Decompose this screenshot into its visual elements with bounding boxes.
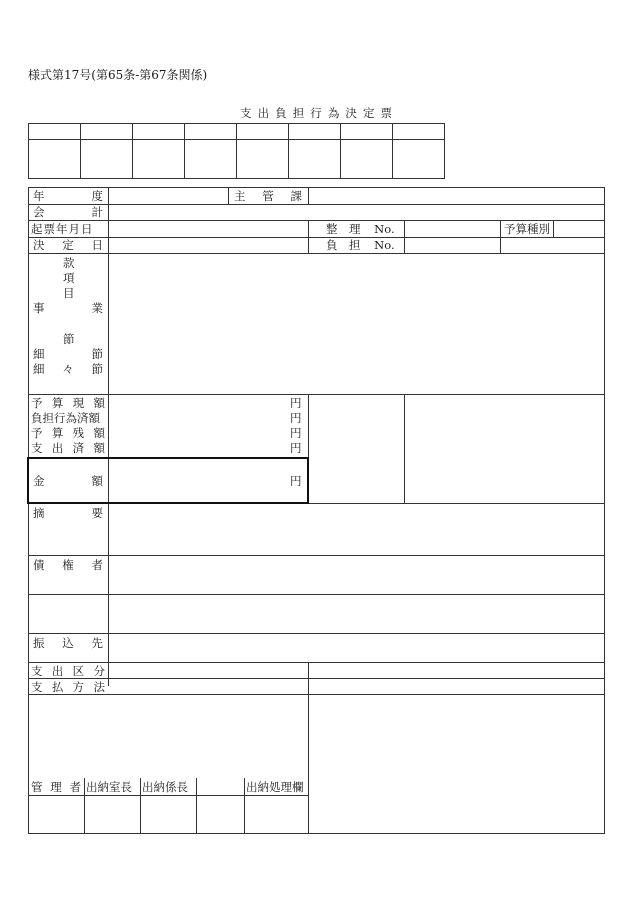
col-line: [140, 778, 141, 834]
paid-done-label: 支 出 済 額: [31, 441, 105, 455]
title-char: 定: [362, 106, 375, 120]
main-form: [28, 187, 605, 834]
yen-unit: 円: [290, 411, 302, 425]
row-line: [28, 633, 605, 634]
saisetsu-label: 細 節: [33, 347, 103, 361]
title-char: 担: [292, 106, 305, 120]
stamp-grid-col: [392, 123, 393, 179]
col-line: [84, 778, 85, 834]
moku-label: 目: [63, 286, 75, 300]
creditor-label: 債 権 者: [33, 558, 103, 572]
title-char: 負: [275, 106, 287, 120]
row-line: [28, 204, 605, 205]
col-line: [553, 220, 554, 237]
manager-label: 管 理 者: [31, 780, 81, 794]
col-line: [228, 187, 229, 204]
col-line: [308, 220, 309, 253]
row-line: [28, 253, 605, 254]
row-line: [28, 694, 605, 695]
row-line: [28, 220, 605, 221]
stamp-grid-col: [184, 123, 185, 179]
kan-label: 款: [63, 256, 75, 270]
stamp-grid-col: [80, 123, 81, 179]
title-char: 為: [327, 106, 340, 120]
row-line: [28, 678, 605, 679]
kou-label: 項: [63, 271, 75, 285]
decision-date-label: 決 定 日: [33, 238, 103, 252]
col-line: [308, 662, 309, 834]
row-line: [28, 795, 308, 796]
col-line: [404, 220, 405, 253]
col-line: [404, 394, 405, 503]
title-char: 支: [240, 106, 252, 120]
yen-unit: 円: [290, 396, 302, 410]
setsu-label: 節: [63, 332, 75, 346]
row-line: [28, 594, 605, 595]
title-char: 行: [310, 106, 322, 120]
col-line: [500, 220, 501, 253]
title-char: 決: [345, 106, 357, 120]
col-line: [244, 778, 245, 834]
stamp-grid-col: [288, 123, 289, 179]
summary-label: 摘 要: [33, 506, 103, 520]
department-label: 主 管 課: [234, 189, 302, 203]
budget-remaining-label: 予 算 残 額: [31, 426, 105, 440]
payment-method-label: 支 払 方 法: [31, 680, 105, 694]
yen-unit: 円: [290, 426, 302, 440]
row-line: [28, 662, 605, 663]
page-title: [240, 106, 392, 120]
futan-no-label: 負 担 No.: [326, 238, 395, 252]
title-char: 出: [257, 106, 270, 120]
jigyo-label: 事 業: [33, 301, 103, 315]
row-line: [28, 555, 605, 556]
col-line: [196, 778, 197, 834]
cashier-chief-label: 出納室長: [86, 780, 132, 794]
stamp-grid-col: [340, 123, 341, 179]
row-line: [28, 394, 605, 395]
title-char: 票: [380, 106, 392, 120]
yen-unit: 円: [290, 441, 302, 455]
amount-label: 金 額: [33, 474, 103, 488]
row-line: [28, 237, 605, 238]
form-number: 様式第17号(第65条-第67条関係): [28, 68, 208, 82]
cashier-section-chief-label: 出納係長: [142, 780, 188, 794]
payment-category-label: 支 出 区 分: [31, 664, 105, 678]
accounting-label: 会 計: [33, 205, 103, 219]
cashier-processing-label: 出納処理欄: [246, 780, 304, 794]
saisaisetsu-label: 細 々 節: [33, 362, 103, 376]
budget-current-label: 予 算 現 額: [31, 396, 105, 410]
stamp-grid-col: [236, 123, 237, 179]
budget-type-label: 予算種別: [504, 222, 550, 236]
yen-unit: 円: [290, 474, 302, 488]
draft-date-label: 起票年月日: [31, 222, 94, 236]
burden-done-label: 負担行為済額: [31, 411, 100, 425]
transfer-to-label: 振 込 先: [33, 636, 103, 650]
label-column-line: [108, 187, 109, 686]
col-line: [308, 187, 309, 204]
year-label: 年 度: [33, 189, 103, 203]
seiri-label: 整 理 No.: [326, 222, 395, 236]
stamp-grid-col: [132, 123, 133, 179]
